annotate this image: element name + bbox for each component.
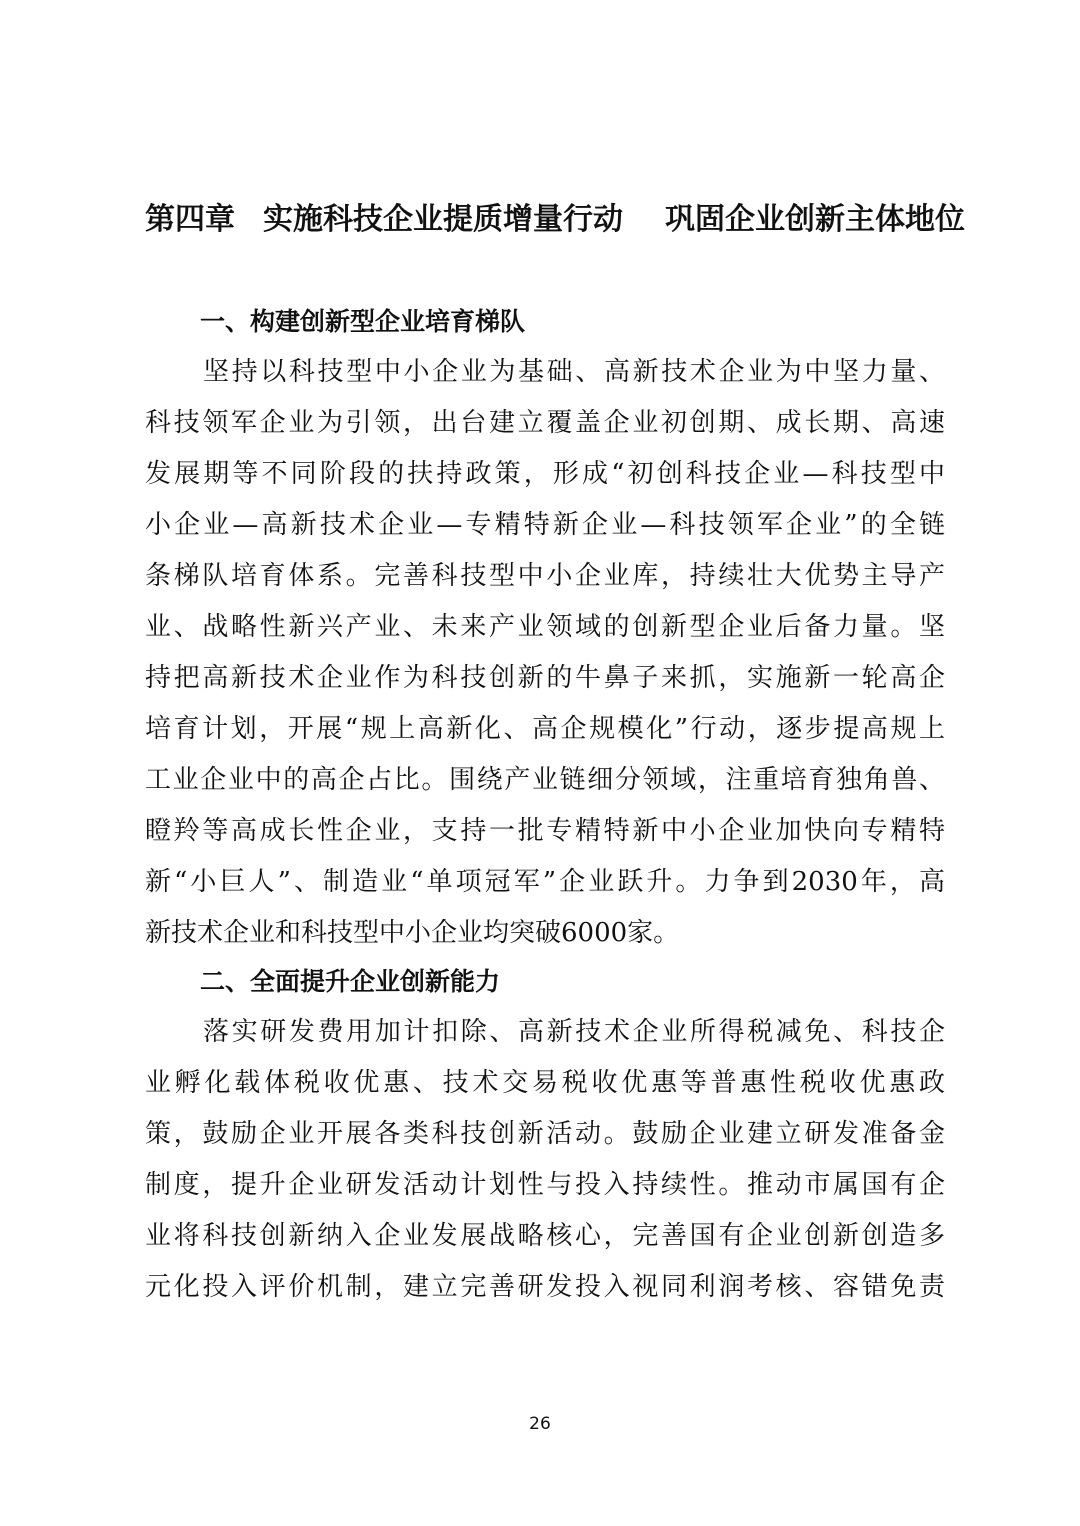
paragraph-line: 落实研发费用加计扣除、高新技术企业所得税减免、科技企 bbox=[203, 1017, 945, 1047]
paragraph-line: 培育计划，开展“规上高新化、高企规模化”行动，逐步提高规上 bbox=[145, 714, 945, 744]
paragraph-line: 业、战略性新兴产业、未来产业领域的创新型企业后备力量。坚 bbox=[145, 612, 945, 642]
paragraph-line: 瞪羚等高成长性企业，支持一批专精特新中小企业加快向专精特 bbox=[145, 816, 945, 846]
section-heading-1: 一、构建创新型企业培育梯队 bbox=[200, 307, 526, 336]
paragraph-line: 业将科技创新纳入企业发展战略核心，完善国有企业创新创造多 bbox=[145, 1221, 945, 1251]
page-number: 26 bbox=[529, 1414, 551, 1434]
paragraph-line: 业孵化载体税收优惠、技术交易税收优惠等普惠性税收优惠政 bbox=[145, 1068, 945, 1098]
paragraph-line: 新技术企业和科技型中小企业均突破6000家。 bbox=[145, 918, 680, 948]
paragraph-line: 坚持以科技型中小企业为基础、高新技术企业为中坚力量、 bbox=[203, 357, 945, 387]
chapter-label: 第四章 bbox=[145, 202, 235, 237]
paragraph-line: 元化投入评价机制，建立完善研发投入视同利润考核、容错免责 bbox=[145, 1272, 945, 1302]
section-1-body bbox=[145, 347, 945, 959]
section-heading-2: 二、全面提升企业创新能力 bbox=[200, 967, 501, 996]
paragraph-line: 制度，提升企业研发活动计划性与投入持续性。推动市属国有企 bbox=[145, 1170, 945, 1200]
paragraph-line: 条梯队培育体系。完善科技型中小企业库，持续壮大优势主导产 bbox=[145, 561, 945, 591]
section-2-body bbox=[145, 1007, 945, 1313]
chapter-title-part2: 巩固企业创新主体地位 bbox=[665, 202, 965, 237]
paragraph-line: 科技领军企业为引领，出台建立覆盖企业初创期、成长期、高速 bbox=[145, 408, 945, 438]
paragraph-line: 持把高新技术企业作为科技创新的牛鼻子来抓，实施新一轮高企 bbox=[145, 663, 945, 693]
paragraph-line: 小企业—高新技术企业—专精特新企业—科技领军企业”的全链 bbox=[145, 510, 945, 540]
chapter-title bbox=[145, 198, 965, 242]
chapter-title-part1: 实施科技企业提质增量行动 bbox=[263, 202, 623, 237]
paragraph-line: 新“小巨人”、制造业“单项冠军”企业跃升。力争到2030年，高 bbox=[145, 867, 945, 897]
paragraph-line: 发展期等不同阶段的扶持政策，形成“初创科技企业—科技型中 bbox=[145, 459, 945, 489]
paragraph-line: 工业企业中的高企占比。围绕产业链细分领域，注重培育独角兽、 bbox=[145, 765, 945, 795]
paragraph-line: 策，鼓励企业开展各类科技创新活动。鼓励企业建立研发准备金 bbox=[145, 1119, 945, 1149]
